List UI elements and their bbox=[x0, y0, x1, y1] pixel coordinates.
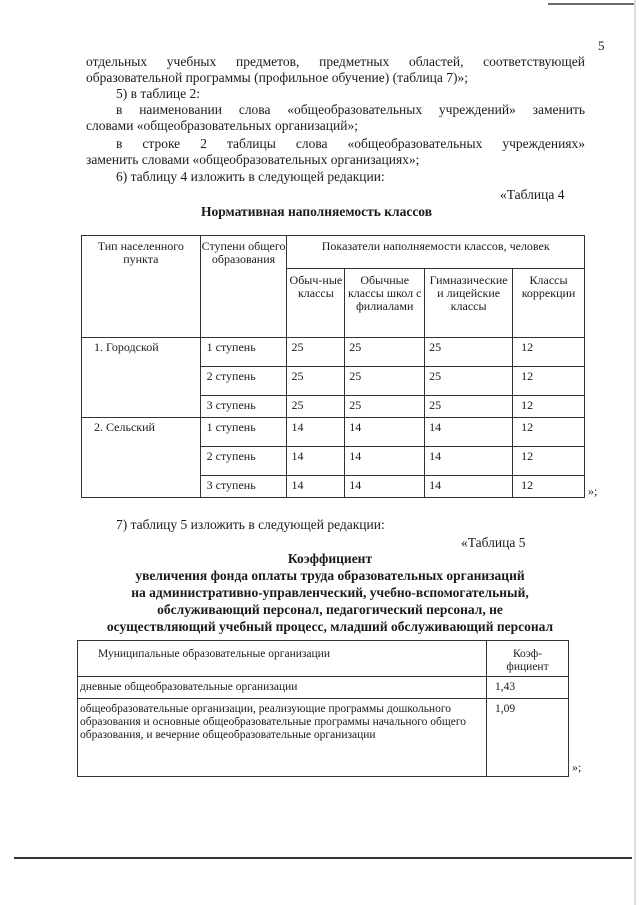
paragraph-line: в наименовании слова «общеобразовательных учреждений» заменить bbox=[116, 102, 585, 117]
value: 25 bbox=[425, 396, 513, 418]
value: 14 bbox=[425, 418, 513, 447]
header-type: Тип населенного пункта bbox=[82, 236, 201, 338]
coef-value: 1,43 bbox=[487, 677, 569, 699]
value: 12 bbox=[513, 447, 585, 476]
header-level: Ступени общего образования bbox=[200, 236, 287, 338]
table5-closing: »; bbox=[572, 760, 582, 774]
value: 14 bbox=[425, 476, 513, 498]
table-row bbox=[78, 677, 569, 699]
org-name: дневные общеобразовательные организации bbox=[78, 677, 487, 699]
table5-title: осуществляющий учебный процесс, младший обслуживающий персонал bbox=[106, 619, 554, 634]
value: 14 bbox=[287, 476, 345, 498]
settlement-type: 2. Сельский bbox=[82, 418, 201, 498]
value: 14 bbox=[345, 447, 425, 476]
value: 14 bbox=[345, 476, 425, 498]
paragraph-line: образовательной программы (профильное обучение) (таблица 7)»; bbox=[86, 70, 469, 85]
value: 14 bbox=[287, 447, 345, 476]
item7-text: 7) таблицу 5 изложить в следующей редакции: bbox=[116, 517, 385, 532]
step: 1 ступень bbox=[200, 338, 287, 367]
value: 12 bbox=[513, 418, 585, 447]
subheader: Гимназические и лицейские классы bbox=[425, 269, 513, 338]
scan-right-edge bbox=[634, 0, 636, 905]
value: 14 bbox=[287, 418, 345, 447]
value: 25 bbox=[287, 367, 345, 396]
step: 3 ступень bbox=[200, 396, 287, 418]
value: 25 bbox=[345, 338, 425, 367]
paragraph-line: отдельных учебных предметов, предметных областей, соответствующей bbox=[86, 54, 585, 69]
header-indicators: Показатели наполняемости классов, человек bbox=[287, 236, 585, 269]
step: 1 ступень bbox=[200, 418, 287, 447]
scan-bottom-edge bbox=[14, 857, 632, 859]
item6-text: 6) таблицу 4 изложить в следующей редакции: bbox=[116, 169, 385, 184]
paragraph-line: в строке 2 таблицы слова «общеобразовательных учреждениях» bbox=[116, 136, 585, 151]
header-org: Муниципальные образовательные организации bbox=[78, 641, 487, 677]
paragraph-line: заменить словами «общеобразовательных организациях»; bbox=[86, 152, 420, 167]
org-name: общеобразовательные организации, реализующие программы дошкольного образования и основные общеобразовательные программы начального общего образования, и вечерние общеобразовательные организации bbox=[78, 699, 487, 777]
value: 25 bbox=[345, 396, 425, 418]
table5-title: на административно-управленческий, учебно-вспомогательный, bbox=[131, 585, 529, 600]
value: 25 bbox=[345, 367, 425, 396]
step: 2 ступень bbox=[200, 367, 287, 396]
header-coef: Коэф-фициент bbox=[487, 641, 569, 677]
table5 bbox=[77, 640, 569, 777]
step: 3 ступень bbox=[200, 476, 287, 498]
table5-label: «Таблица 5 bbox=[461, 535, 526, 550]
table5-title: обслуживающий персонал, педагогический персонал, не bbox=[157, 602, 503, 617]
table5-title: увеличения фонда оплаты труда образовательных организаций bbox=[135, 568, 525, 583]
table-row bbox=[82, 338, 585, 367]
subheader: Классы коррекции bbox=[513, 269, 585, 338]
table-row bbox=[78, 699, 569, 777]
value: 14 bbox=[345, 418, 425, 447]
coef-value: 1,09 bbox=[487, 699, 569, 777]
scan-top-edge bbox=[548, 3, 636, 5]
value: 25 bbox=[287, 396, 345, 418]
value: 25 bbox=[425, 367, 513, 396]
table4-title: Нормативная наполняемость классов bbox=[201, 204, 433, 219]
table4-closing: »; bbox=[588, 484, 598, 498]
page-number: 5 bbox=[598, 38, 605, 53]
subheader: Обычные классы школ с филиалами bbox=[345, 269, 425, 338]
value: 25 bbox=[425, 338, 513, 367]
value: 14 bbox=[425, 447, 513, 476]
value: 25 bbox=[287, 338, 345, 367]
value: 12 bbox=[513, 367, 585, 396]
table4 bbox=[81, 235, 585, 498]
value: 12 bbox=[513, 396, 585, 418]
paragraph-line: словами «общеобразовательных организаций»; bbox=[86, 118, 358, 133]
step: 2 ступень bbox=[200, 447, 287, 476]
table-row bbox=[82, 418, 585, 447]
subheader: Обыч-ные классы bbox=[287, 269, 345, 338]
value: 12 bbox=[513, 338, 585, 367]
table5-title: Коэффициент bbox=[287, 551, 373, 566]
table4-label: «Таблица 4 bbox=[500, 187, 565, 202]
settlement-type: 1. Городской bbox=[82, 338, 201, 418]
value: 12 bbox=[513, 476, 585, 498]
item5-heading: 5) в таблице 2: bbox=[116, 86, 201, 101]
